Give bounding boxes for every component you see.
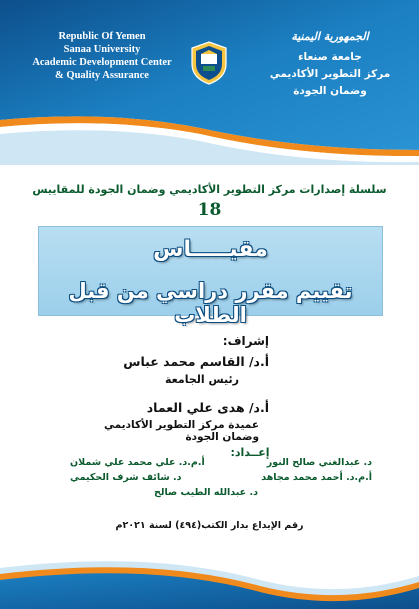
deposit-number: رقم الإيداع بدار الكتب(٤٩٤) لسنة ٢٠٢١م: [115, 520, 304, 531]
header-en-line-1: Republic Of Yemen: [58, 31, 146, 42]
supervision-label: إشراف:: [222, 334, 269, 348]
header-ar-line-3: وضمان الجودة: [293, 85, 367, 97]
preparation-block: [70, 457, 372, 502]
title-line-1: مقيـــــاس: [153, 237, 268, 262]
author-name: أ.م.د. علي محمد علي شملان: [70, 457, 205, 468]
header-en-line-4: & Quality Assurance: [55, 70, 149, 81]
series-title: سلسلة إصدارات مركز التطوير الأكاديمي وضمان الجودة للمقاييس: [32, 183, 387, 196]
title-box: [38, 226, 383, 327]
author-name: د. عبدالله الطيب صالح: [154, 487, 258, 498]
supervisor-1-role: رئيس الجامعة: [165, 373, 239, 386]
header-english-block: [22, 30, 182, 82]
header-republic-ar: الجمهورية اليمنية: [291, 30, 369, 43]
series-number: 18: [197, 200, 222, 220]
author-name: د. عبدالغني صالح النور: [266, 457, 372, 468]
supervision-block: [69, 334, 269, 443]
header-en-line-2: Sanaa University: [63, 44, 141, 55]
author-name: أ.م.د. أحمد محمد مجاهد: [261, 472, 372, 483]
title-line-2: تقييم مقرر دراسي من قبل الطلاب: [68, 279, 353, 327]
author-name: د. شائف شرف الحكيمي: [70, 472, 182, 483]
footer-wave: [0, 540, 419, 609]
university-logo-icon: [189, 40, 229, 86]
supervisor-1-name: أ.د/ القاسم محمد عباس: [123, 354, 269, 369]
preparation-label: إعــداد:: [230, 446, 270, 459]
supervisor-2-name: أ.د/ هدى علي العماد: [146, 400, 269, 415]
header-en-line-3: Academic Development Center: [32, 57, 172, 68]
header-ar-line-1: جامعة صنعاء: [298, 51, 362, 63]
header-ar-line-2: مركز التطوير الأكاديمي: [269, 68, 391, 80]
header-arabic-block: [255, 30, 405, 100]
supervisor-2-role: عميدة مركز التطوير الأكاديمي وضمان الجودة: [104, 419, 259, 443]
